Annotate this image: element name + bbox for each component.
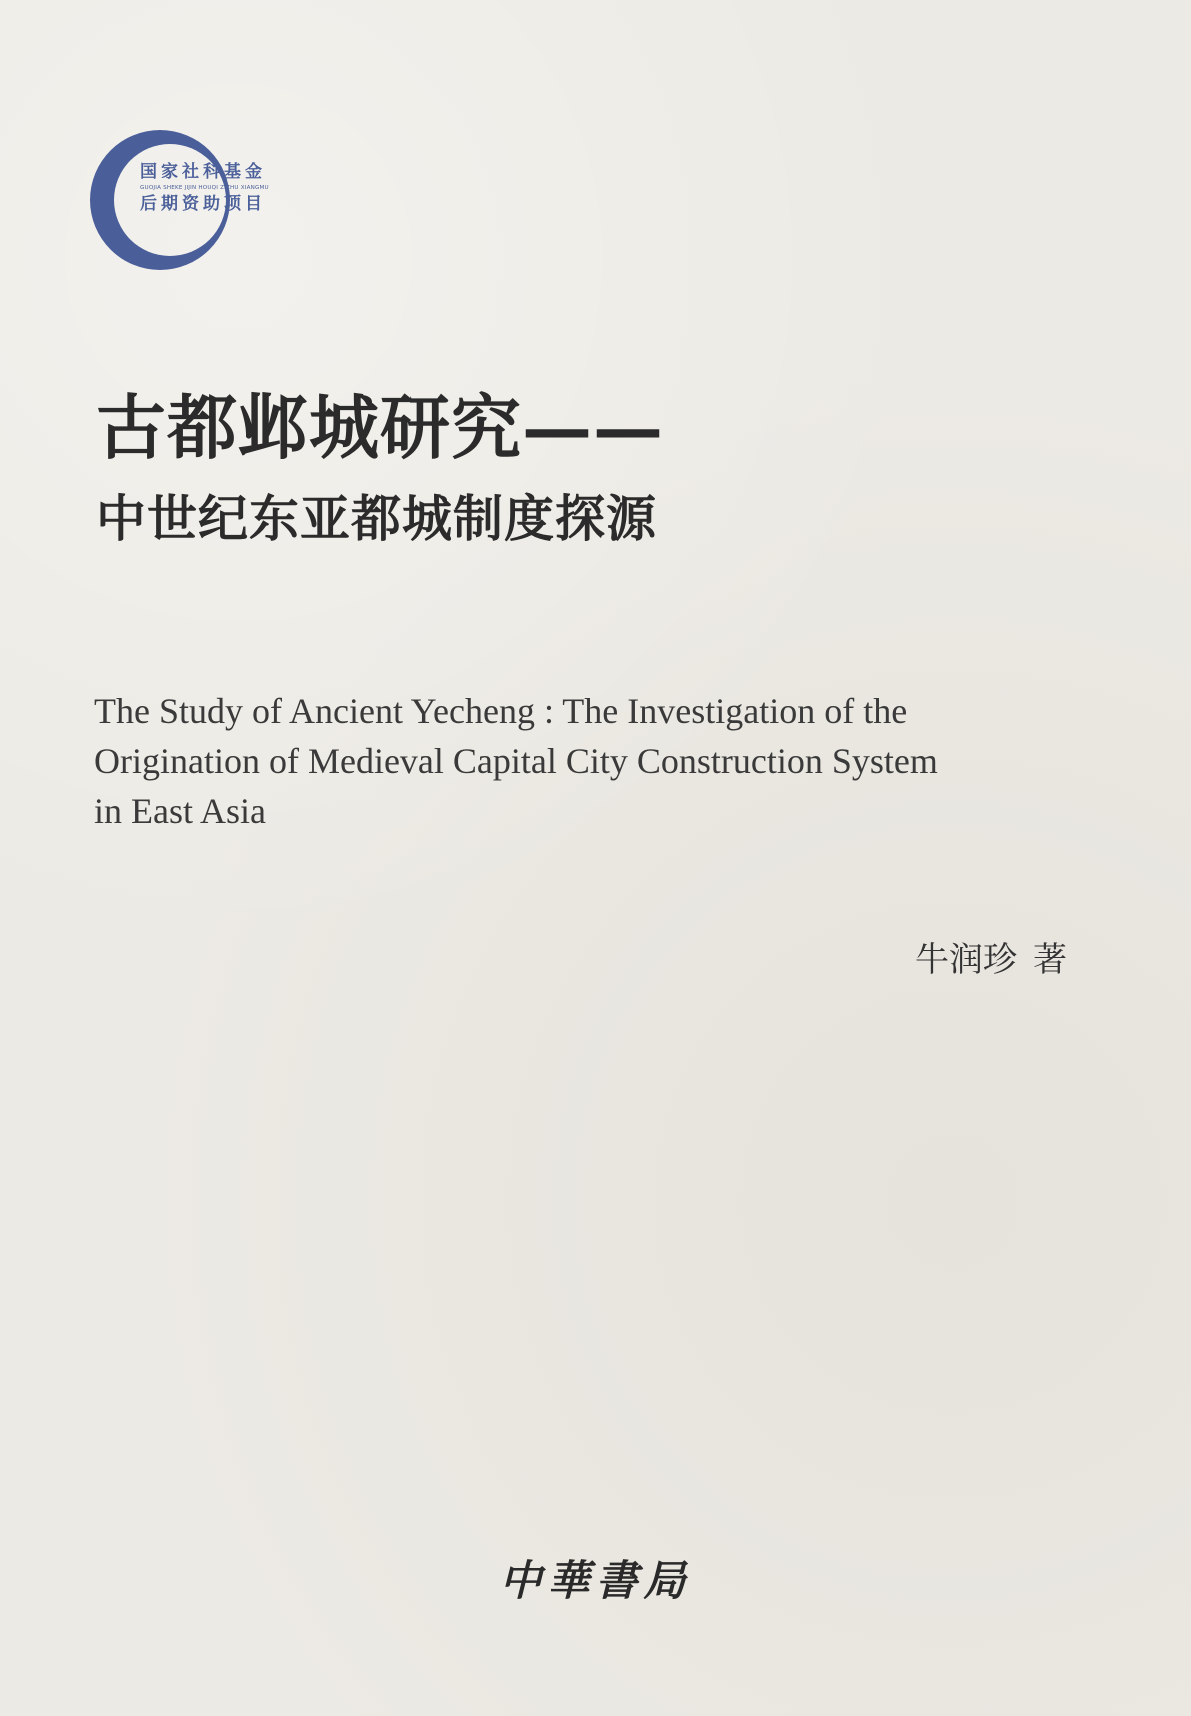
english-title-line: The Study of Ancient Yecheng : The Investigation of the (94, 691, 908, 731)
logo-line-fund: 国家社科基金 (140, 162, 266, 182)
logo-line-project: 后期资助项目 (140, 194, 266, 214)
logo-text (140, 162, 310, 214)
author-name: 牛润珍 (915, 940, 1017, 980)
logo-line-pinyin: GUOJIA SHEKE JIJIN HOUQI ZIZHU XIANGMU (140, 185, 269, 191)
author-role: 著 (1033, 940, 1067, 980)
publisher-name: 中華書局 (499, 1556, 692, 1605)
book-title-chinese: 古都邺城研究—— (96, 386, 664, 469)
book-title-english (94, 686, 1094, 836)
english-title-line: in East Asia (94, 791, 266, 831)
author (915, 932, 1067, 981)
funding-logo (88, 124, 308, 274)
english-title-line: Origination of Medieval Capital City Construction System (94, 741, 938, 781)
book-subtitle-chinese: 中世纪东亚都城制度探源 (96, 489, 657, 548)
